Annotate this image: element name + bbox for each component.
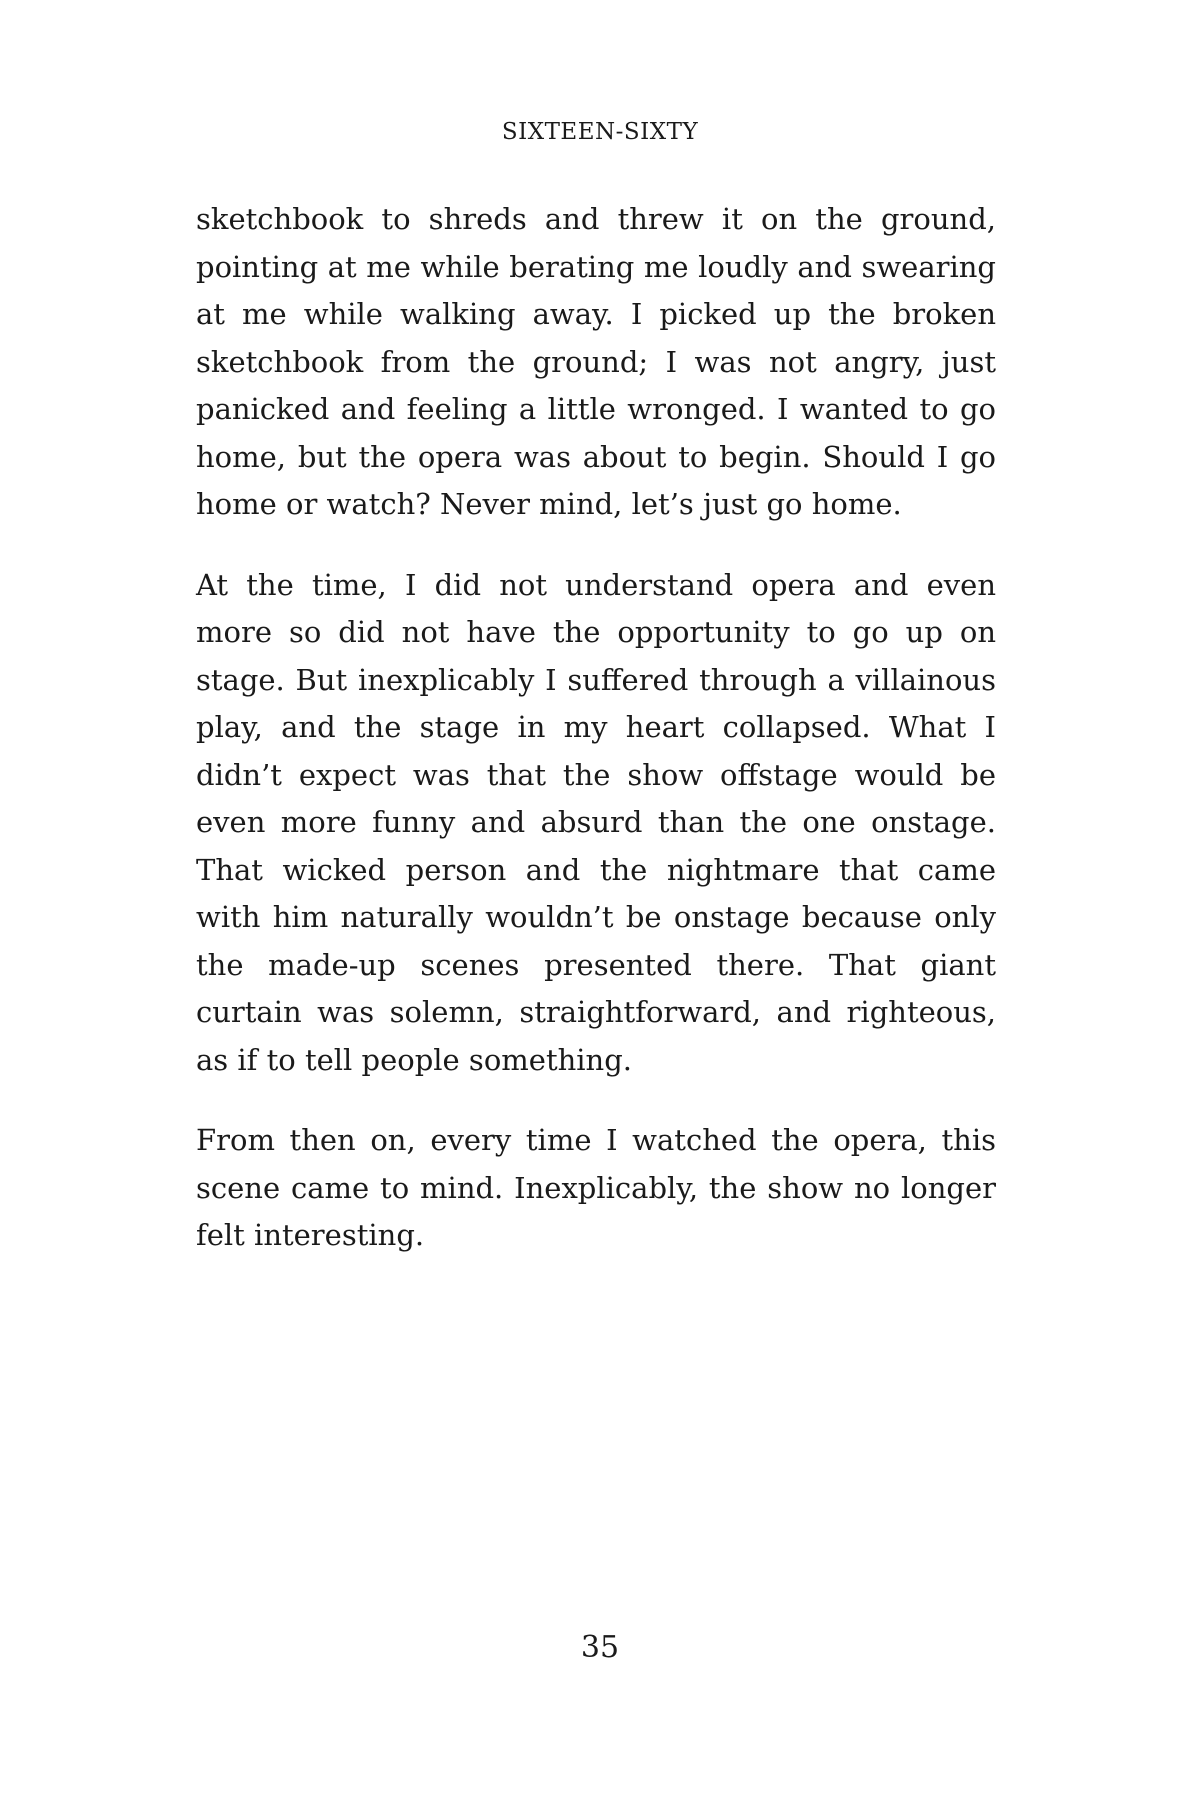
paragraph-3: From then on, every time I watched the opera, this scene came to mind. Inexplicably, the show no longer felt interesting.	[196, 1123, 996, 1252]
page-number: 35	[580, 1630, 620, 1665]
running-head: SIXTEEN-SIXTY	[501, 119, 699, 145]
body-text	[196, 196, 996, 1293]
paragraph-1: sketchbook to shreds and threw it on the ground, pointing at me while berating me loudly and swearing at me while walking away. I picked up the broken sketchbook from the ground; I was not angry, just panicked and feeling a little wronged. I wanted to go home, but the opera was about to begin. Should I go home or watch? Never mind, let’s just go home.	[196, 202, 996, 521]
paragraph-2: At the time, I did not understand opera and even more so did not have the opportunity to go up on stage. But inexplicably I suffered through a villainous play, and the stage in my heart collapsed. What I didn’t expect was that the show offstage would be even more funny and absurd than the one onstage. That wicked person and the nightmare that came with him naturally wouldn’t be onstage because only the made-up scenes presented there. That giant curtain was solemn, straightforward, and righteous, as if to tell people something.	[196, 567, 996, 1077]
